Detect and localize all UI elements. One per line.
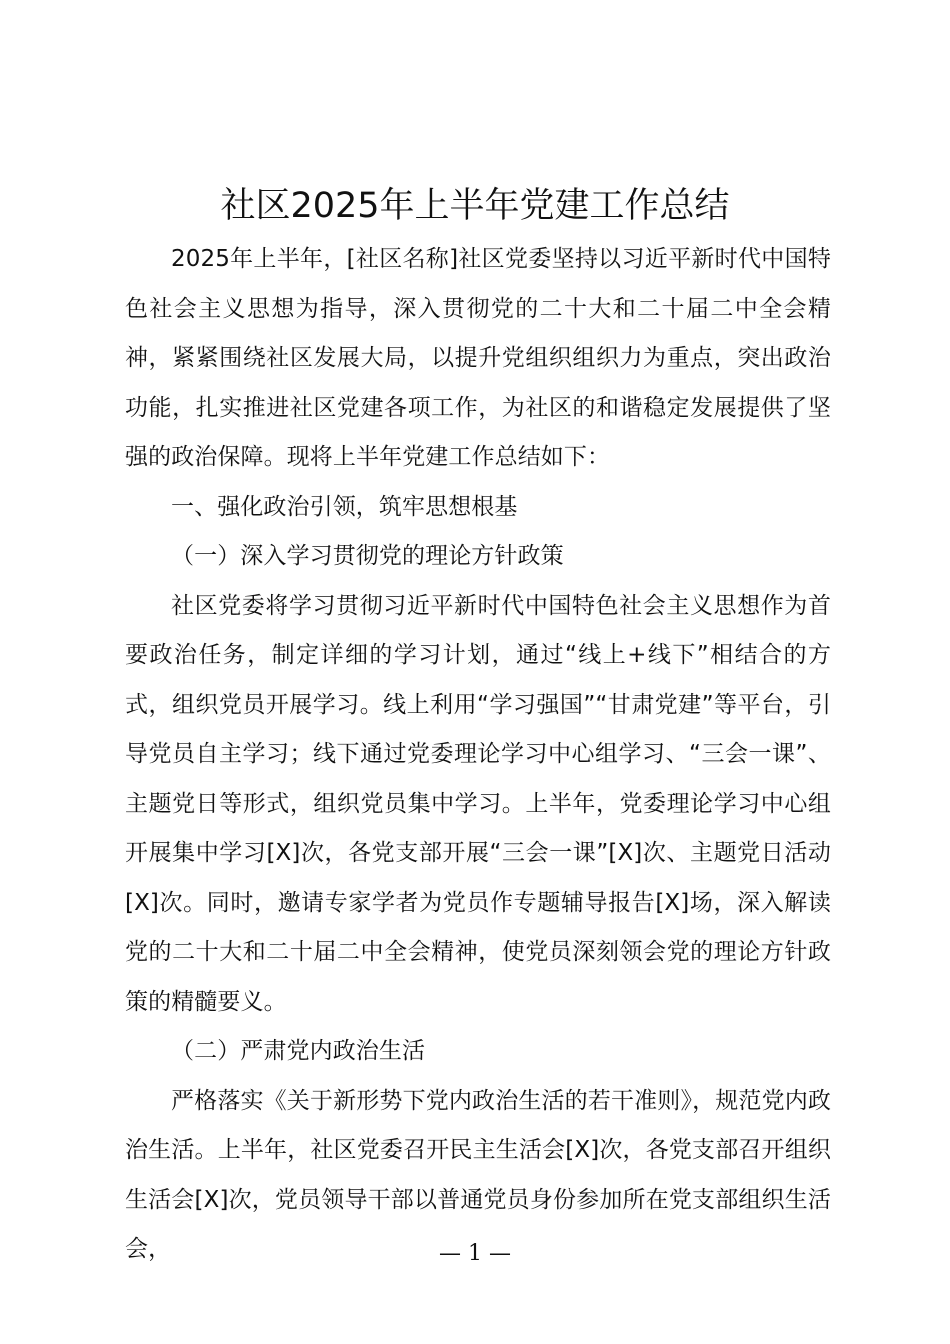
subsection-1-paragraph: 社区党委将学习贯彻习近平新时代中国特色社会主义思想作为首要政治任务，制定详细的学习计划，通过“线上+线下”相结合的方式，组织党员开展学习。线上利用“学习强国”“甘肃党建”等平台，引导党员自主学习；线下通过党委理论学习中心组学习、“三会一课”、主题党日等形式，组织党员集中学习。上半年，党委理论学习中心组开展集中学习[X]次，各党支部开展“三会一课”[X]次、主题党日活动[X]次。同时，邀请专家学者为党员作专题辅导报告[X]场，深入解读党的二十大和二十届二中全会精神，使党员深刻领会党的理论方针政策的精髓要义。 [125,592,831,1015]
document-body [125,235,831,1275]
subsection-heading-2: （二）严肃党内政治生活 [171,1038,426,1064]
document-title: 社区2025年上半年党建工作总结 [220,186,730,226]
section-heading-1: 一、强化政治引领，筑牢思想根基 [171,493,518,520]
intro-paragraph: 2025年上半年，[社区名称]社区党委坚持以习近平新时代中国特色社会主义思想为指导，深入贯彻党的二十大和二十届二中全会精神，紧紧围绕社区发展大局，以提升党组织组织力为重点，突出政治功能，扎实推进社区党建各项工作，为社区的和谐稳定发展提供了坚强的政治保障。现将上半年党建工作总结如下： [125,246,831,470]
subsection-2-paragraph: 严格落实《关于新形势下党内政治生活的若干准则》，规范党内政治生活。上半年，社区党委召开民主生活会[X]次，各党支部召开组织生活会[X]次，党员领导干部以普通党员身份参加所在党支部组织生活会， [125,1087,831,1262]
page-number: — 1 — [439,1241,511,1266]
subsection-heading-1: （一）深入学习贯彻党的理论方针政策 [171,543,564,569]
